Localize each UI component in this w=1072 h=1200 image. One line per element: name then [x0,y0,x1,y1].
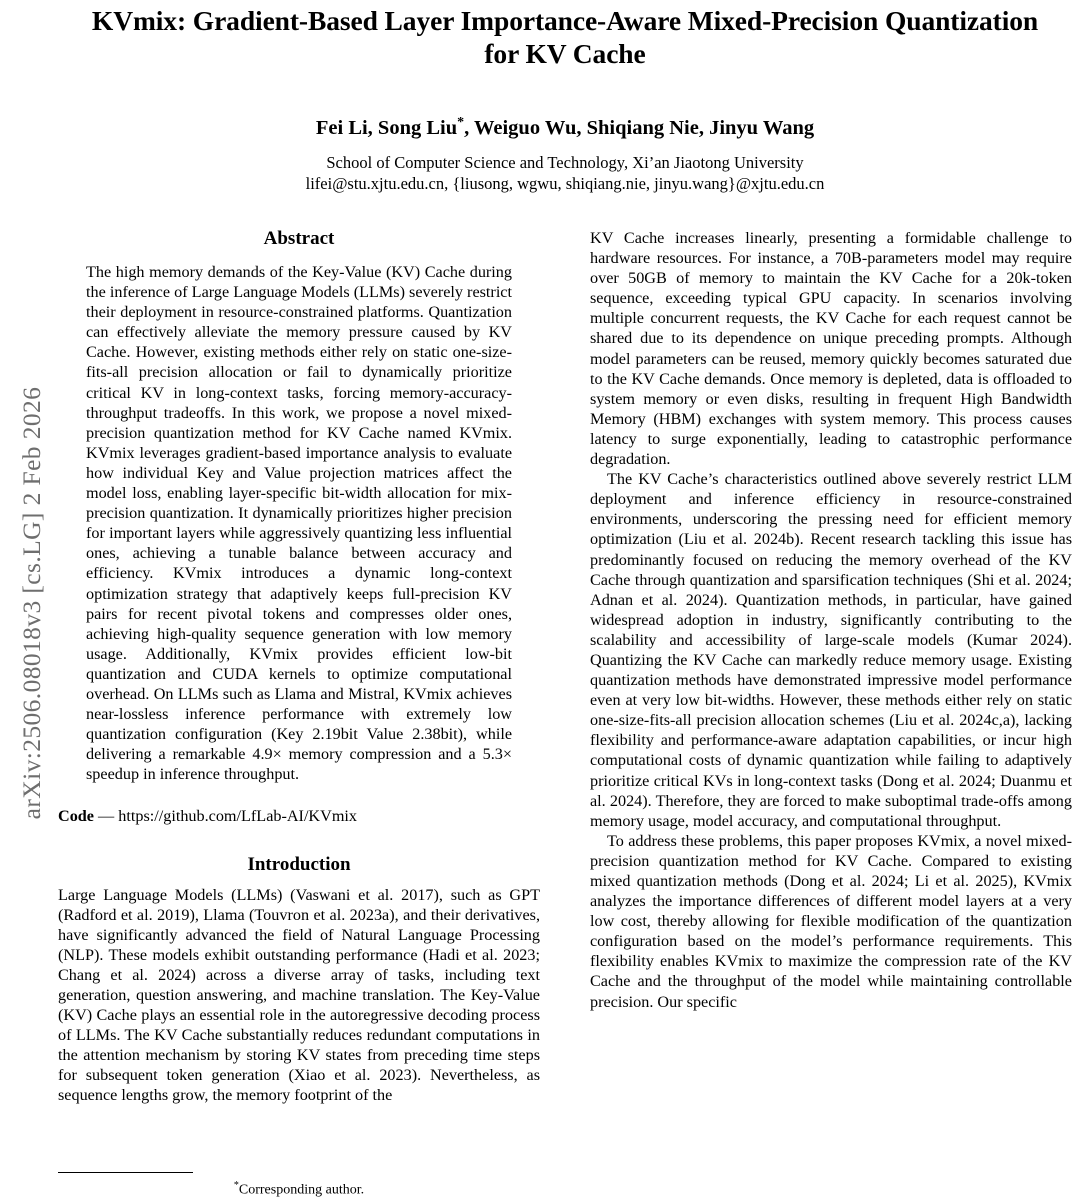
intro-paragraph-3: To address these problems, this paper proposes KVmix, a novel mixed-precision quantization method for KV Cache. Compared to existing mixed quantization methods (Dong et al. 2024; Li et al. 2025), KVmix analyzes the importance differences of different model layers at a very low cost, thereby allowing for flexible modification of the quantization configuration based on the model’s performance requirements. This flexibility enables KVmix to maximize the compression rate of the KV Cache and the throughput of the model while maintaining controllable precision. Our specific [590,831,1072,1011]
author-list [58,110,1072,141]
code-label: Code [58,807,94,826]
title-block [58,0,1072,194]
author-names-rest: , Weiguo Wu, Shiqiang Nie, Jinyu Wang [464,116,815,139]
corresponding-author-marker: * [457,115,465,130]
two-column-body [58,228,1072,1200]
footnote-text [58,1177,540,1200]
page-title: KVmix: Gradient-Based Layer Importance-Aware Mixed-Precision Quantization for KV Cache [91,5,1039,69]
footnote-label: Corresponding author. [238,1183,365,1198]
code-url[interactable]: https://github.com/LfLab-AI/KVmix [118,807,357,826]
abstract-text: The high memory demands of the Key-Value (KV) Cache during the inference of Large Language Models (LLMs) severely restrict their deployment in resource-constrained platforms. Quantization can effectively alleviate the memory pressure caused by KV Cache. However, existing methods either rely on static one-size-fits-all precision allocation or fail to dynamically prioritize critical KV in long-context tasks, forcing memory-accuracy-throughput tradeoffs. In this work, we propose a novel mixed-precision quantization method for KV Cache named KVmix. KVmix leverages gradient-based importance analysis to evaluate how individual Key and Value projection matrices affect the model loss, enabling layer-specific bit-width allocation for mix-precision quantization. It dynamically prioritizes higher precision for important layers while aggressively quantizing less influential ones, achieving a tunable balance between accuracy and efficiency. KVmix introduces a dynamic long-context optimization strategy that adaptively keeps full-precision KV pairs for recent pivotal tokens and compresses older ones, achieving high-quality sequence generation with low memory usage. Additionally, KVmix provides efficient low-bit quantization and CUDA kernels to optimize computational overhead. On LLMs such as Llama and Mistral, KVmix achieves near-lossless inference performance with extremely low quantization configuration (Key 2.19bit Value 2.38bit), while delivering a remarkable 4.9× memory compression and a 5.3× speedup in inference throughput. [86,263,512,784]
intro-paragraph-1-cont: KV Cache increases linearly, presenting a formidable challenge to hardware resources. For instance, a 70B-parameters model may require over 50GB of memory to maintain the KV Cache for a 20k-token sequence, exceeding typical GPU capacity. In scenarios involving multiple concurrent requests, the KV Cache for each request cannot be shared due to its dependence on unique preceding prompts. Although model parameters can be reused, memory quickly becomes saturated due to the KV Cache demands. Once memory is depleted, data is offloaded to system memory or even disks, resulting in frequent High Bandwidth Memory (HBM) exchanges with system memory. This process causes latency to surge exponentially, leading to catastrophic performance degradation. [590,229,1072,469]
affiliation: School of Computer Science and Technology, Xi’an Jiaotong University [326,152,804,172]
introduction-heading: Introduction [247,853,351,875]
code-availability-line [58,806,540,826]
abstract-heading: Abstract [263,228,335,249]
footnote-rule [58,1172,193,1173]
arxiv-stamp-text: arXiv:2506.08018v3 [cs.LG] 2 Feb 2026 [17,386,46,820]
left-column [58,228,540,1200]
intro-paragraph-1: Large Language Models (LLMs) (Vaswani et al. 2017), such as GPT (Radford et al. 2019), Llama (Touvron et al. 2023a), and their derivatives, have significantly advanced the field of Natural Language Processing (NLP). These models exhibit outstanding performance (Hadi et al. 2023; Chang et al. 2024) across a diverse array of tasks, including text generation, question answering, and machine translation. The Key-Value (KV) Cache plays an essential role in the autoregressive decoding process of LLMs. The KV Cache substantially reduces redundant computations in the attention mechanism by storing KV states from preceding time steps for subsequent token generation (Xiao et al. 2023). Nevertheless, as sequence lengths grow, the memory footprint of the [58,885,540,1105]
footnote [58,1172,540,1200]
intro-paragraph-2: The KV Cache’s characteristics outlined above severely restrict LLM deployment and inference efficiency in resource-constrained environments, underscoring the pressing need for efficient memory optimization (Liu et al. 2024b). Recent research tackling this issue has predominantly focused on reducing the memory overhead of the KV Cache through quantization and sparsification techniques (Shi et al. 2024; Adnan et al. 2024). Quantization methods, in particular, have gained widespread adoption in industry, significantly contributing to the scalability and accessibility of large-scale models (Kumar 2024). Quantizing the KV Cache can markedly reduce memory usage. Existing quantization methods have demonstrated impressive model performance even at very low bit-widths. However, these methods either rely on static one-size-fits-all precision allocation schemes (Liu et al. 2024c,a), lacking flexibility and performance-aware adaptation capabilities, or incur high computational costs of dynamic quantization while failing to adaptively prioritize critical KVs in long-context tasks (Dong et al. 2024; Duanmu et al. 2024). Therefore, they are forced to make suboptimal trade-offs among memory usage, model accuracy, and computational throughput. [590,470,1072,830]
author-emails: lifei@stu.xjtu.edu.cn, {liusong, wgwu, shiqiang.nie, jinyu.wang}@xjtu.edu.cn [305,173,825,193]
code-separator: — [93,807,119,826]
abstract-section [58,228,540,784]
arxiv-stamp [0,0,58,1200]
right-column [590,228,1072,1200]
footnote-marker: * [233,1180,239,1192]
paper-page [58,0,1072,1200]
author-names-first: Fei Li, Song Liu [315,116,458,139]
